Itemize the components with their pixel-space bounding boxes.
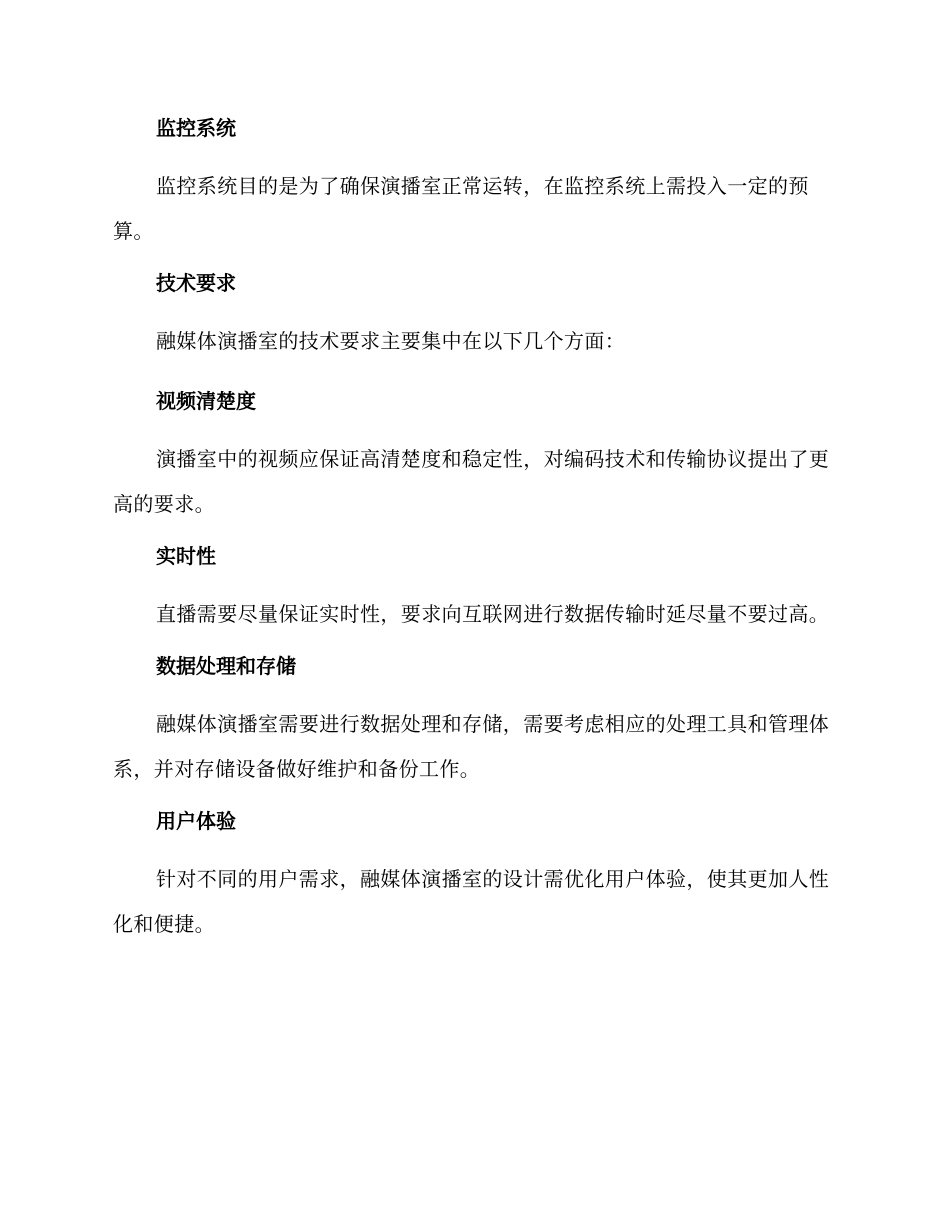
section-paragraph-tech-requirements: 融媒体演播室的技术要求主要集中在以下几个方面： — [156, 329, 626, 353]
section-paragraph-monitoring: 监控系统目的是为了确保演播室正常运转，在监控系统上需投入一定的预算。 — [113, 174, 809, 243]
section-heading-user-experience: 用户体验 — [156, 809, 236, 833]
section-heading-realtime: 实时性 — [156, 544, 216, 568]
section-heading-tech-requirements: 技术要求 — [156, 271, 236, 295]
section-heading-video-clarity: 视频清楚度 — [156, 389, 256, 413]
section-paragraph-realtime: 直播需要尽量保证实时性，要求向互联网进行数据传输时延尽量不要过高。 — [156, 602, 830, 626]
section-heading-monitoring: 监控系统 — [156, 116, 236, 140]
section-paragraph-video-clarity: 演播室中的视频应保证高清楚度和稳定性，对编码技术和传输协议提出了更高的要求。 — [113, 447, 830, 516]
section-paragraph-user-experience: 针对不同的用户需求，融媒体演播室的设计需优化用户体验，使其更加人性化和便捷。 — [113, 867, 830, 936]
section-paragraph-data-storage: 融媒体演播室需要进行数据处理和存储，需要考虑相应的处理工具和管理体系，并对存储设备做好维护和备份工作。 — [113, 712, 830, 781]
section-heading-data-storage: 数据处理和存储 — [156, 654, 296, 678]
